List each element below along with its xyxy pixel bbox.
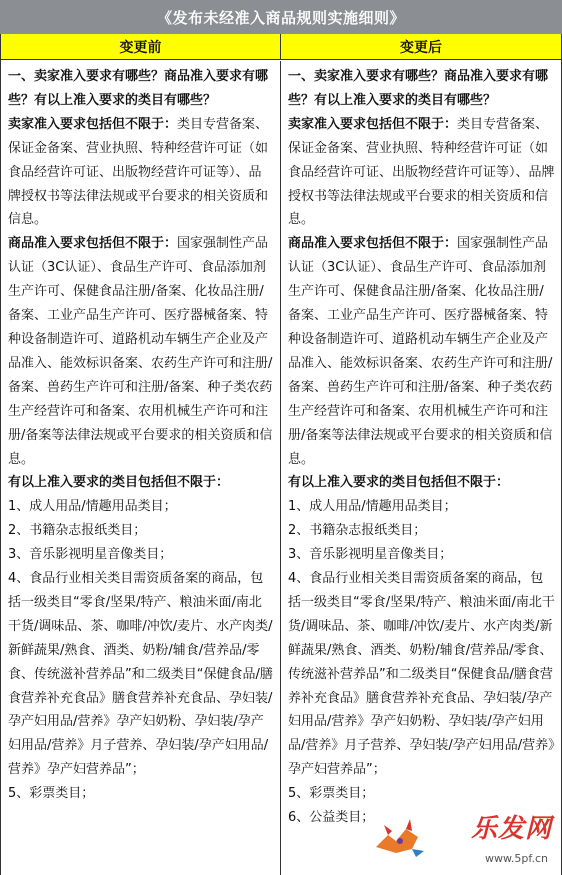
column-after — [281, 61, 561, 875]
header-before: 变更前 — [1, 34, 281, 60]
seller-requirements — [288, 113, 555, 233]
goods-label: 商品准入要求包括但不限于： — [288, 236, 458, 252]
comparison-table — [0, 34, 562, 875]
goods-label: 商品准入要求包括但不限于： — [8, 236, 178, 252]
goods-text: 国家强制性产品认证（3C认证）、食品生产许可、食品添加剂生产许可、保健食品注册/备案、化妆品注册/备案、工业产品生产许可、医疗器械备案、特种设备制造许可、道路机动车辆生产企业及产品准入、能效标识备案、农药生产许可和注册/备案、兽药生产许可和注册/备案、种子类农药生产经营许可和备案、农用机械生产许可和注册/备案等法律法规或平台要求的相关资质和信息。 — [288, 236, 553, 467]
list-item: 5、彩票类目； — [288, 786, 375, 802]
column-before — [1, 61, 281, 875]
list-item: 1、成人用品/情趣用品类目； — [8, 499, 177, 515]
page-title: 《发布未经准入商品规则实施细则》 — [0, 0, 562, 34]
seller-label: 卖家准入要求包括但不限于： — [288, 116, 458, 132]
question-heading: 一、卖家准入要求有哪些？商品准入要求有哪些？有以上准入要求的类目有哪些？ — [8, 69, 269, 108]
list-item: 2、书籍杂志报纸类目； — [8, 523, 147, 539]
goods-requirements — [8, 232, 274, 471]
watermark-url: www.5pf.cn — [484, 852, 548, 865]
list-item: 5、彩票类目； — [8, 786, 95, 802]
bull-logo-icon — [366, 807, 446, 867]
category-label: 有以上准入要求的类目包括但不限于： — [8, 475, 230, 491]
list-item: 2、书籍杂志报纸类目； — [288, 523, 427, 539]
list-item: 6、公益类目； — [288, 810, 375, 826]
watermark-brand: 乐发网 — [470, 814, 552, 844]
seller-text: 类目专营备案、保证金备案、营业执照、特种经营许可证（如食品经营许可证、出版物经营许可证等）、品牌授权书等法律法规或平台要求的相关资质和信息。 — [8, 116, 269, 228]
list-item: 4、食品行业相关类目需资质备案的商品，包括一级类目“零食/坚果/特产、粮油米面/南北干货/调味品、茶、咖啡/冲饮/麦片、水产肉类/新鲜蔬果/熟食、酒类、奶粉/辅食/营养品/零食、传统滋补营养品”和二级类目“保健食品/膳食营养补充食品》膳食营养补充食品、孕妇装/孕产妇用品/营养》孕产妇奶粉、孕妇装/孕产妇用品/营养》月子营养、孕妇装/孕产妇用品/营养》孕产妇营养品”； — [8, 571, 273, 778]
seller-text: 类目专营备案、保证金备案、营业执照、特种经营许可证（如食品经营许可证、出版物经营许可证等）、品牌授权书等法律法规或平台要求的相关资质和信息。 — [288, 116, 555, 228]
seller-label: 卖家准入要求包括但不限于： — [8, 116, 178, 132]
goods-requirements — [288, 232, 555, 471]
goods-text: 国家强制性产品认证（3C认证）、食品生产许可、食品添加剂生产许可、保健食品注册/备案、化妆品注册/备案、工业产品生产许可、医疗器械备案、特种设备制造许可、道路机动车辆生产企业及产品准入、能效标识备案、农药生产许可和注册/备案、兽药生产许可和注册/备案、种子类农药生产经营许可和备案、农用机械生产许可和注册/备案等法律法规或平台要求的相关资质和信息。 — [8, 236, 273, 467]
list-item: 4、食品行业相关类目需资质备案的商品，包括一级类目“零食/坚果/特产、粮油米面/南北干货/调味品、茶、咖啡/冲饮/麦片、水产肉类/新鲜蔬果/熟食、酒类、奶粉/辅食/营养品/零食、传统滋补营养品”和二级类目“保健食品/膳食营养补充食品》膳食营养补充食品、孕妇装/孕产妇用品/营养》孕产妇奶粉、孕妇装/孕产妇用品/营养》月子营养、孕妇装/孕产妇用品/营养》孕产妇营养品”； — [288, 571, 555, 778]
list-item: 1、成人用品/情趣用品类目； — [288, 499, 457, 515]
category-label: 有以上准入要求的类目包括但不限于： — [288, 475, 510, 491]
seller-requirements — [8, 113, 274, 233]
question-heading: 一、卖家准入要求有哪些？商品准入要求有哪些？有以上准入要求的类目有哪些？ — [288, 69, 549, 108]
header-after: 变更后 — [281, 34, 561, 60]
list-item: 3、音乐影视明星音像类目； — [288, 547, 453, 563]
watermark — [366, 797, 556, 867]
list-item: 3、音乐影视明星音像类目； — [8, 547, 173, 563]
